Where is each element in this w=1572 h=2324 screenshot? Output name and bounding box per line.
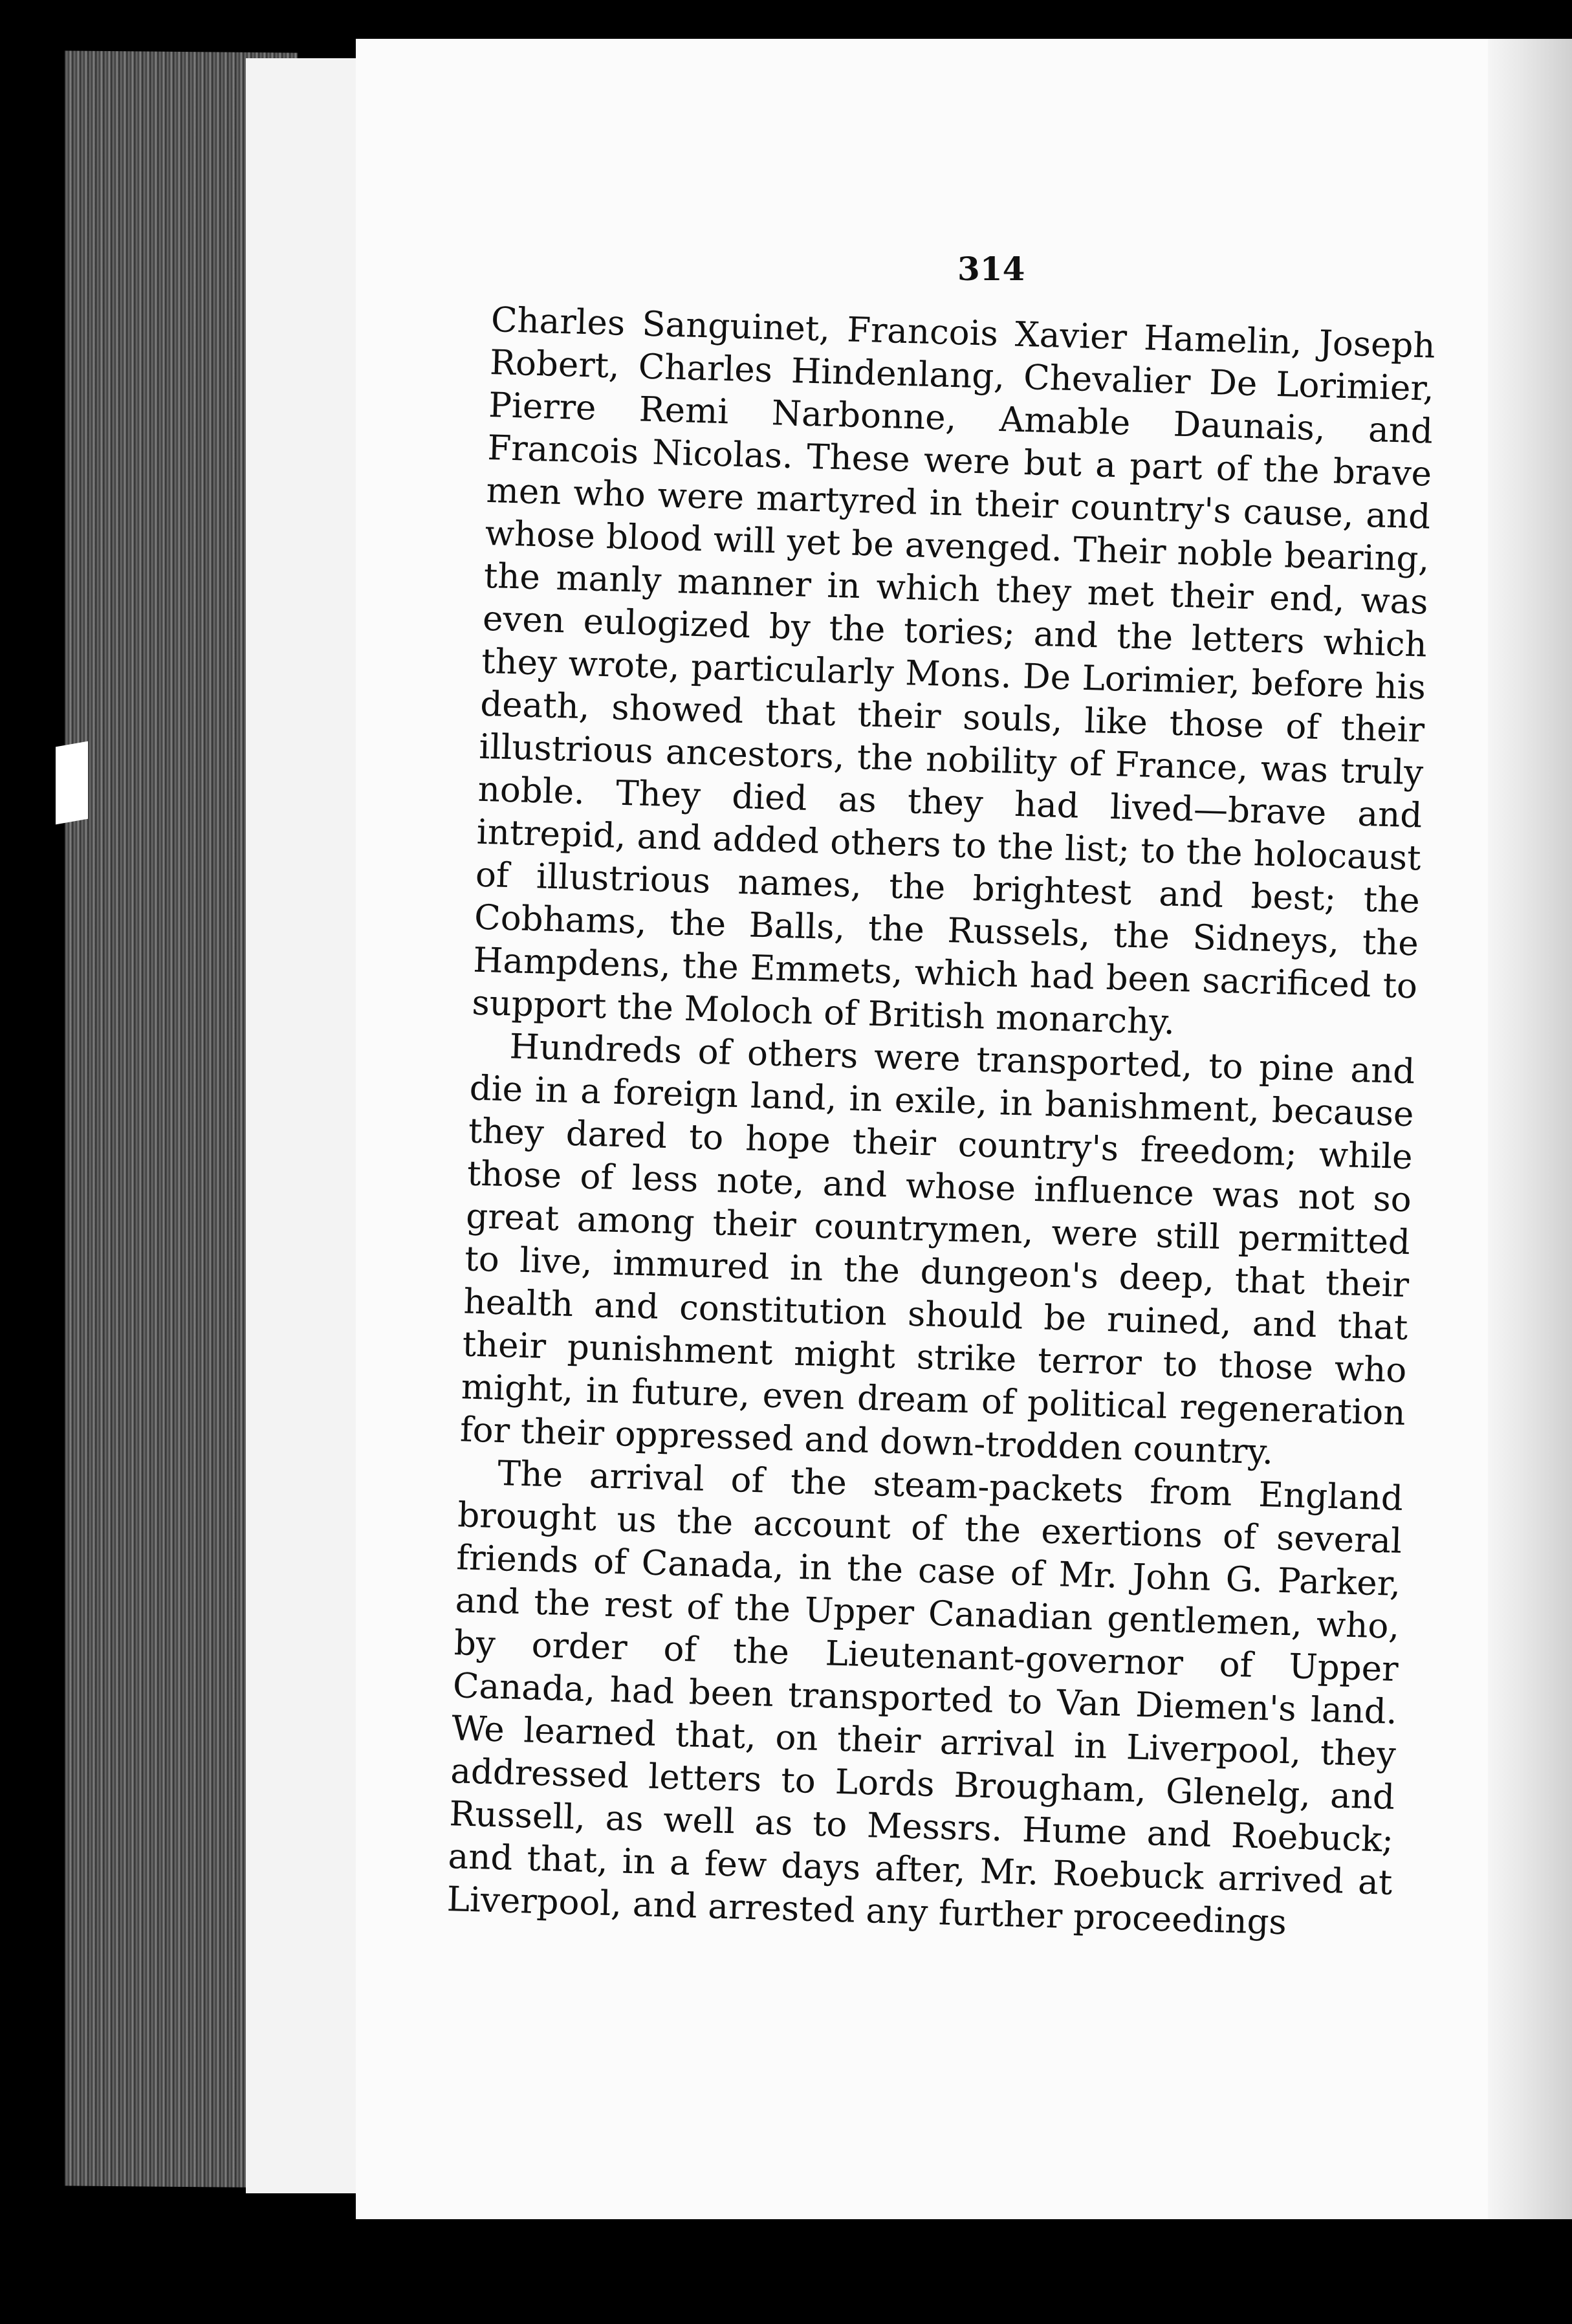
paragraph-1: Charles Sanguinet, Francois Xavier Hamelin, Joseph Robert, Charles Hindenlang, Chevalier De Lorimier, Pierre Remi Narbonne, Amable Daunais, and Francois Nicolas. These were but a part of the brave men who were martyred in their country's cause, and whose blood will yet be avenged. Their noble bearing, the manly manner in which they met their end, was even eulogized by the tories; and the letters which they wrote, particularly Mons. De Lorimier, before his death, showed that their souls, like those of their illustrious ancestors, the nobility of France, was truly noble. They died as they had lived—brave and intrepid, and added others to the list; to the holocaust of illustrious names, the brightest and best; the Cobhams, the Balls, the Russels, the Sidneys, the Hampdens, the Emmets, which had been sacrificed to support the Moloch of British monarchy. xyxy=(471,300,1436,1042)
page-number: 314 xyxy=(957,250,1025,288)
body-text xyxy=(446,299,1436,1947)
paper-tab xyxy=(56,741,88,825)
paragraph-3: The arrival of the steam-packets from England brought us the account of the exertions of several friends of Canada, in the case of Mr. John G. Parker, and the rest of the Upper Canadian gentlemen, who, by order of the Lieutenant-governor of Upper Canada, had been transported to Van Diemen's land. We learned that, on their arrival in Liverpool, they addressed letters to Lords Brougham, Glenelg, and Russell, as well as to Messrs. Hume and Roebuck; and that, in a few days after, Mr. Roebuck arrived at Liverpool, and arrested any further proceedings xyxy=(446,1453,1404,1943)
paragraph-2: Hundreds of others were transported, to pine and die in a foreign land, in exile, in banishment, because they dared to hope their country's freedom; while those of less note, and whose influence was not so great among their countrymen, were still permitted to live, immured in the dungeon's deep, that their health and constitution should be ruined, and that their punishment might strike terror to those who might, in future, even dream of political regeneration for their oppressed and down-trodden country. xyxy=(459,1027,1416,1473)
page-right-edge xyxy=(1488,39,1572,2219)
